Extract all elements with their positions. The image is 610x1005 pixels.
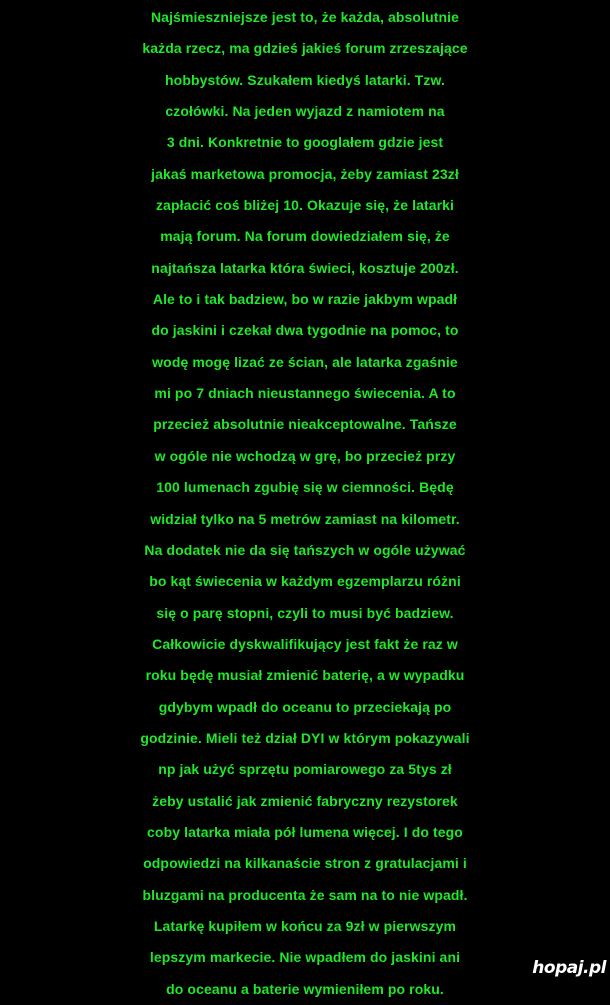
story-line: czołówki. Na jeden wyjazd z namiotem na [165, 103, 445, 120]
story-line: widział tylko na 5 metrów zamiast na kilometr. [150, 510, 460, 527]
story-line: np jak użyć sprzętu pomiarowego za 5tys zł [158, 761, 452, 778]
story-line: 3 dni. Konkretnie to googlałem gdzie jest [166, 134, 444, 151]
story-line: żeby ustalić jak zmienić fabryczny rezystorek [152, 792, 458, 809]
story-line: zapłacić coś bliżej 10. Okazuje się, że latarki [155, 197, 455, 214]
story-line: każda rzecz, ma gdzieś jakieś forum zrzeszające [142, 40, 468, 57]
story-line: przecież absolutnie nieakceptowalne. Tańsze [153, 416, 457, 433]
story-line: najtańsza latarka która świeci, kosztuje 200zł. [151, 259, 459, 276]
story-line: się o parę stopni, czyli to musi być badziew. [156, 604, 454, 621]
story-line: do jaskini i czekał dwa tygodnie na pomoc, to [151, 322, 459, 339]
story-text [0, 2, 610, 1005]
story-line: hobbystów. Szukałem kiedyś latarki. Tzw. [165, 71, 445, 88]
story-line: jakaś marketowa promocja, żeby zamiast 23zł [151, 165, 459, 182]
story-line: 100 lumenach zgubię się w ciemności. Będę [156, 479, 454, 496]
site-watermark: hopaj.pl [532, 958, 606, 978]
story-line: gdybym wpadł do oceanu to przeciekają po [158, 698, 452, 715]
story-line: do oceanu a baterie wymieniłem po roku. [166, 980, 444, 997]
story-line: Ale to i tak badziew, bo w razie jakbym wpadł [152, 291, 458, 308]
story-line: mają forum. Na forum dowiedziałem się, że [160, 228, 450, 245]
story-line: coby latarka miała pół lumena więcej. I do tego [147, 823, 463, 840]
story-line: odpowiedzi na kilkanaście stron z gratulacjami i [143, 855, 467, 872]
story-line: Latarkę kupiłem w końcu za 9zł w pierwszym [153, 917, 457, 934]
story-line: wodę mogę lizać ze ścian, ale latarka zgaśnie [152, 353, 458, 370]
story-line: godzinie. Mieli też dział DYI w którym pokazywali [140, 729, 470, 746]
story-line: Całkowicie dyskwalifikujący jest fakt że raz w [152, 635, 458, 652]
story-line: Najśmieszniejsze jest to, że każda, absolutnie [150, 9, 460, 25]
story-line: lepszym markecie. Nie wpadłem do jaskini ani [149, 949, 461, 966]
story-line: roku będę musiał zmienić baterię, a w wypadku [145, 667, 465, 684]
story-line: bo kąt świecenia w każdym egzemplarzu różni [149, 573, 461, 590]
story-line: mi po 7 dniach nieustannego świecenia. A to [154, 385, 456, 402]
story-line: w ogóle nie wchodzą w grę, bo przecież przy [154, 447, 456, 464]
story-line: bluzgami na producenta że sam na to nie wpadł. [142, 886, 468, 903]
story-line: Na dodatek nie da się tańszych w ogóle używać [144, 541, 466, 558]
